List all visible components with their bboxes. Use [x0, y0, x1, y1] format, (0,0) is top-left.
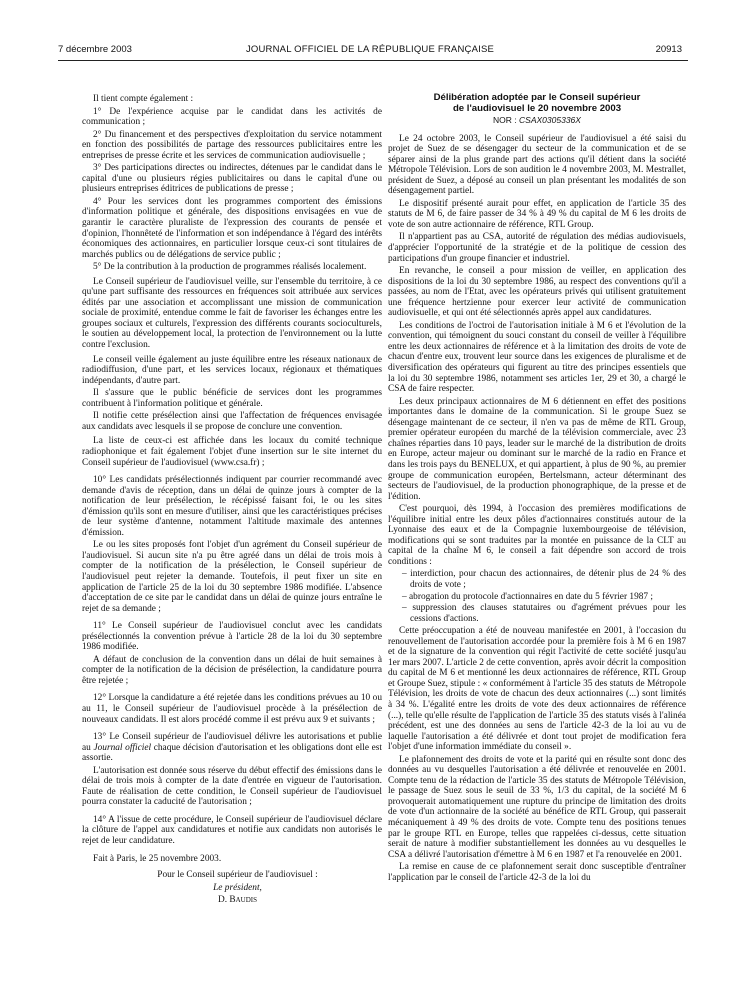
item-13	[82, 732, 382, 764]
paragraph: La remise en cause de ce plafonnement serait donc susceptible d'entraîner l'application par le conseil de l'article 42-3 de la loi du	[388, 862, 686, 883]
item-3: 3° Des participations directes ou indirectes, détenues par le candidat dans le capital d'une ou plusieurs régies publicitaires ou dans le capital d'une ou plusieurs entreprises éditrices de publications de presse ;	[82, 163, 382, 195]
nor-code: CSAX0305336X	[519, 115, 581, 125]
header-page-number: 20913	[655, 44, 682, 55]
paragraph: C'est pourquoi, dès 1994, à l'occasion des premières modifications de l'équilibre initial entre les deux pôles d'actionnaires constitués autour de la Lyonnaise des eaux et de la Compagnie luxembourgeoise de télévision, modifications qui se sont traduites par la montée en puissance de la CLT au capital de la chaîne M 6, le conseil a fait dépendre son accord de trois conditions :	[388, 504, 686, 567]
paragraph: Les conditions de l'octroi de l'autorisation initiale à M 6 et l'évolution de la convention, qui témoignent du souci constant du conseil de veiller à l'équilibre entre les deux actionnaires de référence et à la limitation des droits de vote de chacun d'entre eux, trouvent leur source dans les exigences de pluralisme et de diversification des opérateurs qui figurent au titre des principes essentiels que la loi du 30 septembre 1986, notamment ses articles 1er, 29 et 30, a chargé le CSA de faire respecter.	[388, 320, 686, 395]
item-13-part-b: chaque décision d'autorisation et les obligations dont elle est assortie.	[82, 742, 382, 764]
signature-line: Pour le Conseil supérieur de l'audiovisuel :	[157, 870, 318, 881]
item-12: 12° Lorsque la candidature a été rejetée dans les conditions prévues au 10 ou au 11, le Conseil supérieur de l'audiovisuel procède à la présélection de nouveaux candidats. Il est alors procédé comme il est prévu aux 9 et suivants ;	[82, 693, 382, 725]
paragraph: En revanche, le conseil a pour mission de veiller, en application des dispositions de la loi du 30 septembre 1986, au respect des conventions qu'il a passées, au nom de l'Etat, avec les opérateurs privés qui utilisent gratuitement une fréquence hertzienne pour exercer leur activité de communication audiovisuelle, et qui ont été sélectionnés après appel aux candidatures.	[388, 266, 686, 319]
item-4: 4° Pour les services dont les programmes comportent des émissions d'information politique et générale, des dispositions envisagées en vue de garantir le caractère pluraliste de l'expression des courants de pensée et d'opinion, l'honnêteté de l'information et son indépendance à l'égard des intérêts économiques des actionnaires, en particulier lorsque ceux-ci sont titulaires de marchés publics ou de délégations de service public ;	[82, 196, 382, 260]
paragraph: Il notifie cette présélection ainsi que l'affectation de fréquences envisagée aux candidats avec lesquels il se propose de conclure une convention.	[82, 411, 382, 432]
item-1: 1° De l'expérience acquise par le candidat dans les activités de communication ;	[82, 106, 382, 128]
item-11-continued: A défaut de conclusion de la convention dans un délai de huit semaines à compter de la notification de la décision de présélection, la candidature pourra être rejetée ;	[82, 654, 382, 686]
item-10: 10° Les candidats présélectionnés indiquent par courrier recommandé avec demande d'avis de réception, dans un délai de quinze jours à compter de la notification de leur présélection, le récépissé faisant foi, le ou les sites d'émission qu'ils sont en mesure d'utiliser, ainsi que les caractéristiques précises de leur système d'antenne, notamment l'altitude maximale des antennes d'émission.	[82, 475, 382, 538]
item-13-continued: L'autorisation est donnée sous réserve du début effectif des émissions dans le délai de trois mois à compter de la date d'entrée en vigueur de l'autorisation. Faute de réalisation de cette condition, le Conseil supérieur de l'audiovisuel pourra constater la caducité de l'autorisation ;	[82, 765, 382, 808]
header-rule	[58, 60, 688, 61]
paragraph: Cette préoccupation a été de nouveau manifestée en 2001, à l'occasion du renouvellement de l'autorisation accordée pour la première fois à M 6 en 1987 et de la signature de la convention qui régit l'activité de cette société jusqu'au 1er mars 2007. L'article 2 de cette convention, après avoir décrit la composition du capital de M 6 et mentionné les deux actionnaires de référence, RTL Group et Groupe Suez, stipule : « conformément à l'article 35 des statuts de Métropole Télévision, les droits de vote de chacun des deux actionnaires (...) sont limités à 34 %. L'égalité entre les droits de vote des deux actionnaires de référence (...), telle qu'elle résulte de l'application de l'article 35 des statuts visés à l'alinéa précédent, est une des données au sens de l'article 42-3 de la loi au vu de laquelle l'autorisation a été délivrée et dont tout projet de modification fera l'objet d'une information immédiate du conseil ».	[388, 626, 686, 753]
decision-title	[388, 92, 686, 114]
signature-block	[82, 870, 382, 906]
paragraph: Il s'assure que le public bénéficie de services dont les programmes contribuent à l'information politique et générale.	[82, 388, 382, 409]
paragraph: Le 24 octobre 2003, le Conseil supérieur de l'audiovisuel a été saisi du projet de Suez de se désengager du secteur de la communication et de se séparer ainsi de la plus grande part des actions qu'il détient dans la société Métropole Télévision. Lors de son audition le 4 novembre 2003, M. Mestrallet, président de Suez, a déposé au conseil un plan présentant les modalités de son désengagement partiel.	[388, 133, 686, 197]
item-11: 11° Le Conseil supérieur de l'audiovisuel conclut avec les candidats présélectionnés la convention prévue à l'article 28 de la loi du 30 septembre 1986 modifiée.	[82, 621, 382, 653]
item-14: 14° A l'issue de cette procédure, le Conseil supérieur de l'audiovisuel déclare la clôture de l'appel aux candidatures et notifie aux candidats non autorisés le rejet de leur candidature.	[82, 814, 382, 846]
condition-item: – suppression des clauses statutaires ou d'agrément prévues pour les cessions d'actions.	[402, 603, 686, 624]
decision-title-line-2: de l'audiovisuel le 20 novembre 2003	[452, 103, 622, 114]
nor-reference	[388, 115, 686, 126]
paragraph: Le Conseil supérieur de l'audiovisuel veille, sur l'ensemble du territoire, à ce qu'une part suffisante des ressources en fréquences soit attribuée aux services édités par une association et accomplissant une mission de communication sociale de proximité, entendue comme le fait de favoriser les échanges entre les groupes sociaux et culturels, l'expression des différents courants socioculturels, le soutien au développement local, la protection de l'environnement ou la lutte contre l'exclusion.	[82, 276, 382, 351]
item-2: 2° Du financement et des perspectives d'exploitation du service notamment en fonction des possibilités de partage des ressources publicitaires entre les entreprises de presse écrite et les services de communication audiovisuelle ;	[82, 129, 382, 161]
decision-title-line-1: Délibération adoptée par le Conseil supérieur	[433, 92, 641, 103]
paragraph: La liste de ceux-ci est affichée dans les locaux du comité technique radiophonique et fait également l'objet d'une insertion sur le site internet du Conseil supérieur de l'audiovisuel (www.csa.fr) ;	[82, 436, 382, 468]
intro-line: Il tient compte également :	[93, 94, 194, 104]
conditions-list	[388, 569, 686, 624]
condition-item: – interdiction, pour chacun des actionnaires, de détenir plus de 24 % des droits de vote ;	[402, 569, 686, 590]
paragraph: Il n'appartient pas au CSA, autorité de régulation des médias audiovisuels, d'apprécier l'opportunité de la stratégie et de la politique de cession des participations d'un groupe financier et industriel.	[388, 232, 686, 264]
nor-label: NOR :	[493, 115, 520, 125]
header-date: 7 décembre 2003	[58, 44, 132, 55]
left-column	[82, 94, 382, 908]
paragraph: Les deux principaux actionnaires de M 6 détiennent en effet des positions importantes dans le domaine de la communication. Si le groupe Suez se désengage maintenant de ce secteur, il n'en va pas de même de RTL Group, premier opérateur européen du marché de la télévision commerciale, avec 23 chaînes réparties dans 10 pays, leader sur le marché de la distribution de droits en Europe, acteur majeur ou dominant sur le marché de la radio en France et dans les trois pays du BENELUX, et qui appartient, à plus de 90 %, au premier groupe de communication européen, Bertelsmann, acteur déterminant des secteurs de l'audiovisuel, de la production phonographique, de la presse et de l'édition.	[388, 396, 686, 502]
header-journal-title: JOURNAL OFFICIEL DE LA RÉPUBLIQUE FRANÇAISE	[245, 44, 495, 55]
done-at: Fait à Paris, le 25 novembre 2003.	[93, 853, 222, 864]
item-10-continued: Le ou les sites proposés font l'objet d'un agrément du Conseil supérieur de l'audiovisuel. Si aucun site n'a pu être agréé dans un délai de trois mois à compter de la notification de la présélection, le Conseil supérieur de l'audiovisuel peut rejeter la demande. Toutefois, il peut fixer un site en application de l'article 25 de la loi du 30 septembre 1986 modifiée. L'absence d'acceptation de ce site par le candidat dans un délai de quinze jours entraîne le rejet de sa demande ;	[82, 540, 382, 614]
journal-officiel-title: Journal officiel	[93, 742, 152, 753]
signature-title: Le président,	[213, 882, 262, 893]
item-13-part-a: 13° Le Conseil supérieur de l'audiovisuel délivre les autorisations et publie au	[82, 732, 382, 753]
signature-name: D. Baudis	[217, 895, 258, 906]
item-5: 5° De la contribution à la production de programmes réalisés localement.	[93, 262, 367, 273]
paragraph: Le conseil veille également au juste équilibre entre les réseaux nationaux de radiodiffusion, d'une part, et les services locaux, régionaux et thématiques indépendants, d'autre part.	[82, 354, 382, 386]
condition-item: – abrogation du protocole d'actionnaires en date du 5 février 1987 ;	[402, 591, 654, 602]
right-column	[388, 94, 686, 885]
paragraph: Le dispositif présenté aurait pour effet, en application de l'article 35 des statuts de M 6, de faire passer de 34 % à 49 % du capital de M 6 les droits de vote de son autre actionnaire de référence, RTL Group.	[388, 198, 686, 230]
paragraph: Le plafonnement des droits de vote et la parité qui en résulte sont donc des données au vu desquelles l'autorisation a été délivrée et renouvelée en 2001. Compte tenu de la rédaction de l'article 35 des statuts de Métropole Télévision, le passage de Suez sous le seuil de 33 %, 1/3 du capital, de la société M 6 provoquerait automatiquement une rupture du principe de limitation des droits de vote d'un actionnaire de la société au bénéfice de RTL Group, qui passerait mécaniquement à 49 % des droits de vote. Compte tenu des positions tenues par le groupe RTL en Europe, telles que rappelées ci-dessus, cette situation serait de nature à modifier substantiellement les données au vu desquelles le CSA a délivré l'autorisation d'émettre à M 6 en 1987 et l'a renouvelée en 2001.	[388, 754, 686, 860]
page-header	[58, 44, 682, 60]
